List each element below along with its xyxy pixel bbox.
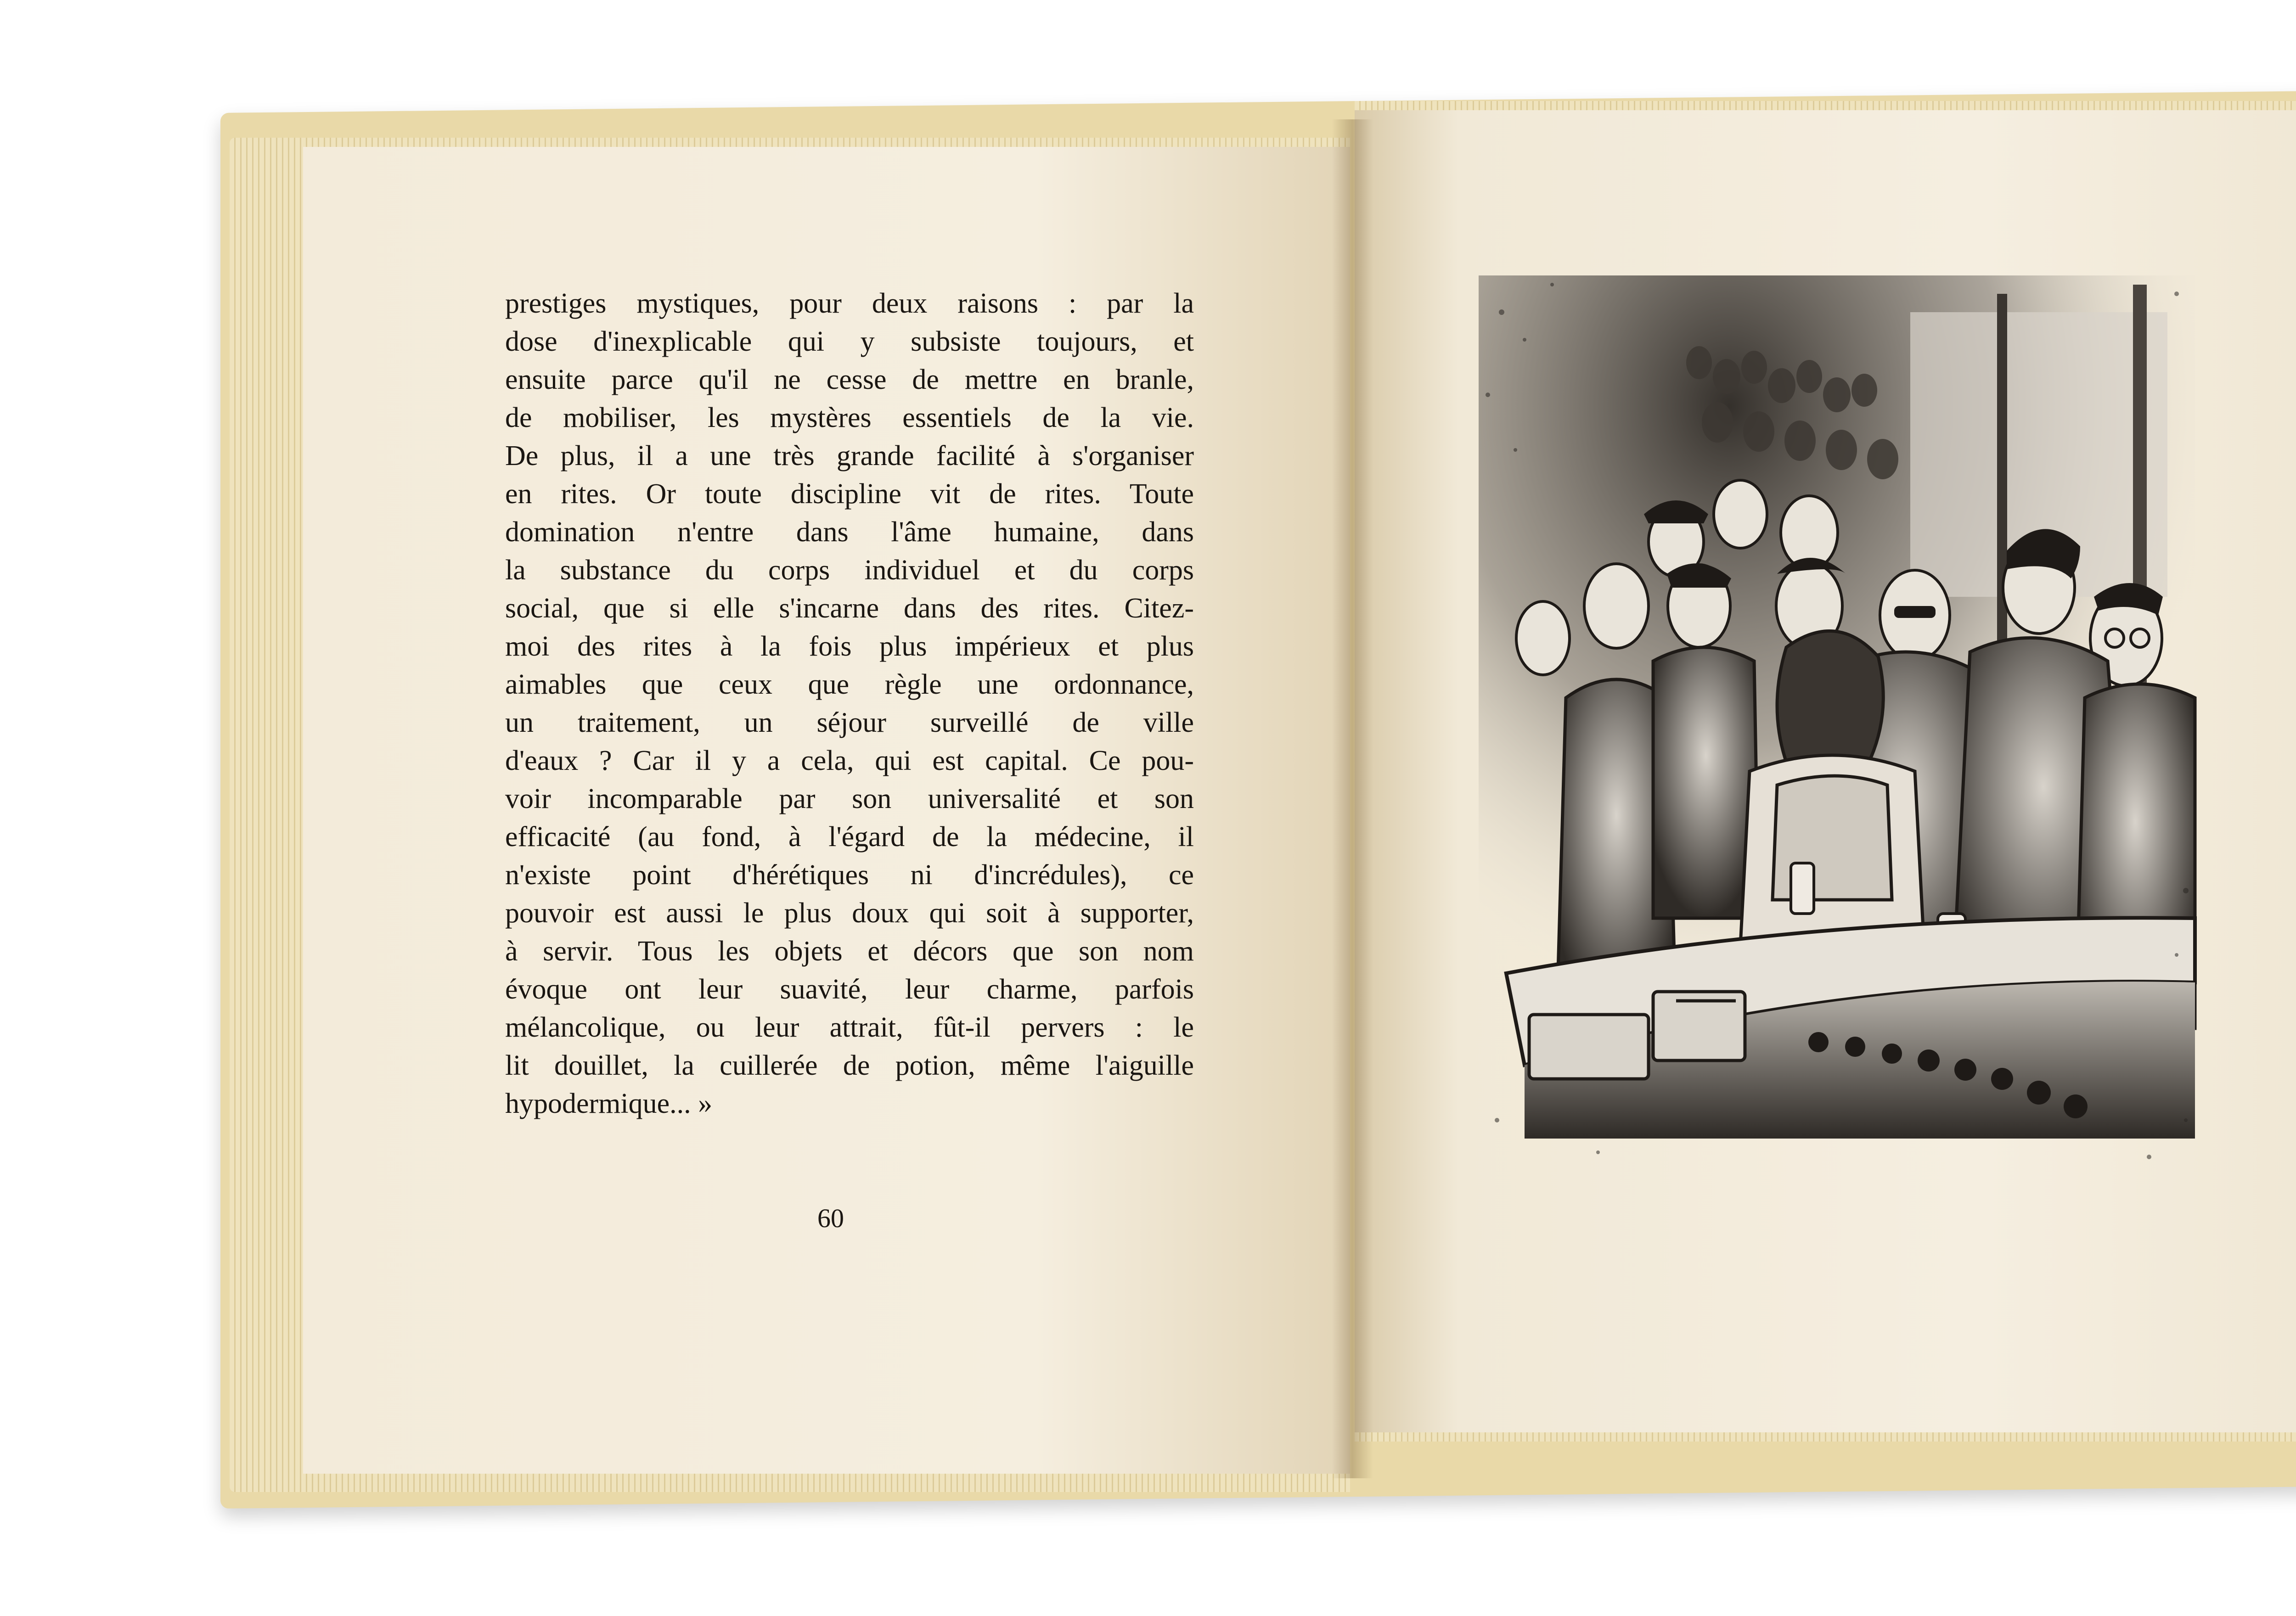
text-line: n'existe point d'hérétiques ni d'incrédules), ce [505, 859, 1194, 891]
text-line: mélancolique, ou leur attrait, fût-il pervers : le [505, 1012, 1194, 1043]
text-line: voir incomparable par son universalité et son [505, 783, 1194, 814]
crowd-at-bar-illustration-icon [1460, 257, 2213, 1184]
text-line: efficacité (au fond, à l'égard de la médecine, il [505, 821, 1194, 853]
text-line: ensuite parce qu'il ne cesse de mettre en branle, [505, 364, 1194, 395]
text-line: dose d'inexplicable qui y subsiste toujours, et [505, 326, 1194, 357]
text-line: évoque ont leur suavité, leur charme, parfois [505, 974, 1194, 1005]
text-line: prestiges mystiques, pour deux raisons : par la [505, 288, 1194, 319]
text-line: d'eaux ? Car il y a cela, qui est capital. Ce pou- [505, 745, 1194, 776]
book-gutter [1332, 119, 1373, 1478]
text-line: lit douillet, la cuillerée de potion, même l'aiguille [505, 1050, 1194, 1081]
text-line: hypodermique... » [505, 1088, 713, 1119]
text-line: un traitement, un séjour surveillé de ville [505, 707, 1194, 738]
page-number: 60 [817, 1203, 844, 1233]
text-line: à servir. Tous les objets et décors que son nom [505, 936, 1194, 967]
text-line: aimables que ceux que règle une ordonnance, [505, 669, 1194, 700]
text-line: domination n'entre dans l'âme humaine, dans [505, 516, 1194, 548]
text-line: en rites. Or toute discipline vit de rites. Toute [505, 478, 1194, 510]
body-text [505, 285, 1194, 1123]
text-line: pouvoir est aussi le plus doux qui soit à supporter, [505, 898, 1194, 929]
text-line: de mobiliser, les mystères essentiels de la vie. [505, 402, 1194, 433]
text-line: social, que si elle s'incarne dans des rites. Citez- [505, 593, 1194, 624]
text-line: la substance du corps individuel et du corps [505, 555, 1194, 586]
text-line: moi des rites à la fois plus impérieux et plus [505, 631, 1194, 662]
text-line: De plus, il a une très grande facilité à s'organiser [505, 440, 1194, 471]
